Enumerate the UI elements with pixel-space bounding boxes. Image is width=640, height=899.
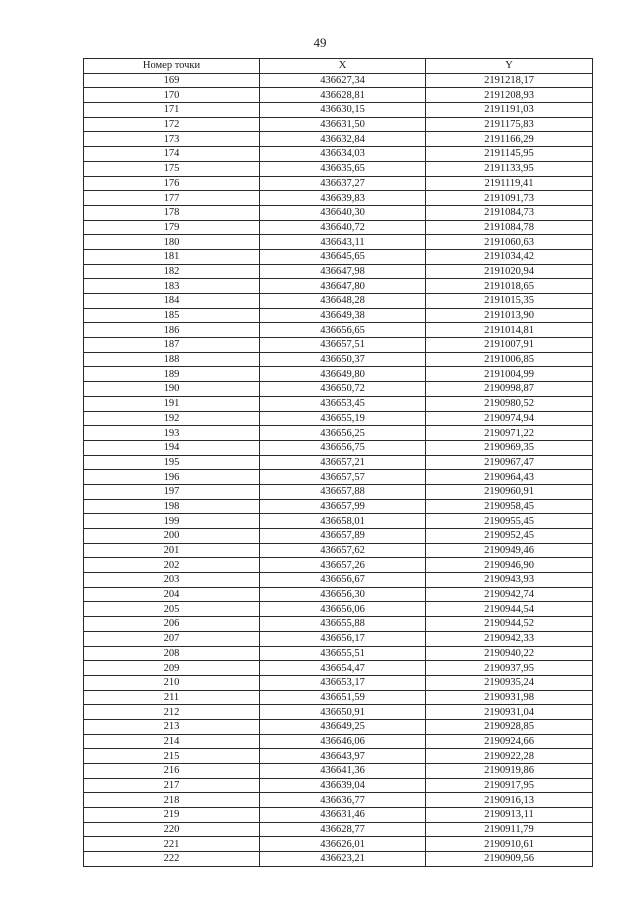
- y-coordinate-cell: 2190909,56: [426, 852, 593, 867]
- x-coordinate-cell: 436656,25: [260, 426, 426, 441]
- x-coordinate-cell: 436656,75: [260, 440, 426, 455]
- table-row: [84, 161, 593, 176]
- y-coordinate-cell: 2190942,33: [426, 631, 593, 646]
- y-coordinate-cell: 2190935,24: [426, 675, 593, 690]
- y-coordinate-cell: 2190974,94: [426, 411, 593, 426]
- table-row: [84, 705, 593, 720]
- x-coordinate-cell: 436626,01: [260, 837, 426, 852]
- x-coordinate-cell: 436658,01: [260, 514, 426, 529]
- point-number-cell: 186: [84, 323, 260, 338]
- x-coordinate-cell: 436630,15: [260, 103, 426, 118]
- y-coordinate-cell: 2190955,45: [426, 514, 593, 529]
- table-row: [84, 558, 593, 573]
- y-coordinate-cell: 2191007,91: [426, 338, 593, 353]
- x-coordinate-cell: 436646,06: [260, 734, 426, 749]
- point-number-cell: 203: [84, 573, 260, 588]
- table-row: [84, 631, 593, 646]
- y-coordinate-cell: 2191060,63: [426, 235, 593, 250]
- table-row: [84, 470, 593, 485]
- point-number-cell: 202: [84, 558, 260, 573]
- point-number-cell: 209: [84, 661, 260, 676]
- y-coordinate-cell: 2191084,78: [426, 220, 593, 235]
- table-header-row: [84, 59, 593, 74]
- x-coordinate-cell: 436640,30: [260, 205, 426, 220]
- table-row: [84, 382, 593, 397]
- table-row: [84, 587, 593, 602]
- x-coordinate-cell: 436645,65: [260, 249, 426, 264]
- table-row: [84, 778, 593, 793]
- table-row: [84, 294, 593, 309]
- y-coordinate-cell: 2191133,95: [426, 161, 593, 176]
- table-row: [84, 499, 593, 514]
- page-number: 49: [313, 35, 327, 50]
- x-coordinate-cell: 436649,38: [260, 308, 426, 323]
- point-number-cell: 221: [84, 837, 260, 852]
- y-coordinate-cell: 2191208,93: [426, 88, 593, 103]
- table-row: [84, 734, 593, 749]
- x-coordinate-cell: 436657,99: [260, 499, 426, 514]
- table-row: [84, 764, 593, 779]
- y-coordinate-cell: 2190949,46: [426, 543, 593, 558]
- x-coordinate-cell: 436623,21: [260, 852, 426, 867]
- point-number-cell: 180: [84, 235, 260, 250]
- x-coordinate-cell: 436657,21: [260, 455, 426, 470]
- y-coordinate-cell: 2191034,42: [426, 249, 593, 264]
- y-coordinate-cell: 2190937,95: [426, 661, 593, 676]
- x-coordinate-cell: 436656,65: [260, 323, 426, 338]
- point-number-cell: 188: [84, 352, 260, 367]
- x-coordinate-cell: 436656,06: [260, 602, 426, 617]
- x-coordinate-cell: 436647,80: [260, 279, 426, 294]
- point-number-cell: 191: [84, 396, 260, 411]
- point-number-cell: 183: [84, 279, 260, 294]
- table-row: [84, 235, 593, 250]
- point-number-cell: 170: [84, 88, 260, 103]
- point-number-cell: 178: [84, 205, 260, 220]
- x-coordinate-cell: 436657,57: [260, 470, 426, 485]
- table-row: [84, 249, 593, 264]
- point-number-cell: 214: [84, 734, 260, 749]
- point-number-cell: 190: [84, 382, 260, 397]
- x-coordinate-cell: 436654,47: [260, 661, 426, 676]
- coordinates-table: [83, 58, 593, 867]
- y-coordinate-cell: 2190940,22: [426, 646, 593, 661]
- table-row: [84, 132, 593, 147]
- x-coordinate-cell: 436649,25: [260, 719, 426, 734]
- x-coordinate-cell: 436651,59: [260, 690, 426, 705]
- point-number-cell: 216: [84, 764, 260, 779]
- y-coordinate-cell: 2190931,98: [426, 690, 593, 705]
- column-header-point-number: Номер точки: [84, 59, 260, 74]
- table-row: [84, 73, 593, 88]
- point-number-cell: 220: [84, 822, 260, 837]
- x-coordinate-cell: 436657,88: [260, 484, 426, 499]
- y-coordinate-cell: 2191006,85: [426, 352, 593, 367]
- y-coordinate-cell: 2191119,41: [426, 176, 593, 191]
- y-coordinate-cell: 2190960,91: [426, 484, 593, 499]
- point-number-cell: 172: [84, 117, 260, 132]
- y-coordinate-cell: 2191218,17: [426, 73, 593, 88]
- x-coordinate-cell: 436649,80: [260, 367, 426, 382]
- column-header-y: Y: [426, 59, 593, 74]
- x-coordinate-cell: 436634,03: [260, 147, 426, 162]
- table-row: [84, 396, 593, 411]
- x-coordinate-cell: 436643,11: [260, 235, 426, 250]
- table-row: [84, 323, 593, 338]
- table-row: [84, 455, 593, 470]
- y-coordinate-cell: 2191015,35: [426, 294, 593, 309]
- x-coordinate-cell: 436631,50: [260, 117, 426, 132]
- table-row: [84, 367, 593, 382]
- table-row: [84, 793, 593, 808]
- x-coordinate-cell: 436656,17: [260, 631, 426, 646]
- x-coordinate-cell: 436639,83: [260, 191, 426, 206]
- table-row: [84, 808, 593, 823]
- x-coordinate-cell: 436648,28: [260, 294, 426, 309]
- table-row: [84, 440, 593, 455]
- x-coordinate-cell: 436628,77: [260, 822, 426, 837]
- point-number-cell: 206: [84, 617, 260, 632]
- y-coordinate-cell: 2191013,90: [426, 308, 593, 323]
- point-number-cell: 200: [84, 529, 260, 544]
- point-number-cell: 181: [84, 249, 260, 264]
- x-coordinate-cell: 436632,84: [260, 132, 426, 147]
- point-number-cell: 218: [84, 793, 260, 808]
- x-coordinate-cell: 436657,62: [260, 543, 426, 558]
- y-coordinate-cell: 2191191,03: [426, 103, 593, 118]
- y-coordinate-cell: 2190946,90: [426, 558, 593, 573]
- point-number-cell: 213: [84, 719, 260, 734]
- y-coordinate-cell: 2190943,93: [426, 573, 593, 588]
- point-number-cell: 179: [84, 220, 260, 235]
- x-coordinate-cell: 436637,27: [260, 176, 426, 191]
- table-row: [84, 837, 593, 852]
- point-number-cell: 174: [84, 147, 260, 162]
- point-number-cell: 208: [84, 646, 260, 661]
- table-row: [84, 675, 593, 690]
- x-coordinate-cell: 436650,72: [260, 382, 426, 397]
- table-row: [84, 191, 593, 206]
- table-row: [84, 852, 593, 867]
- point-number-cell: 192: [84, 411, 260, 426]
- y-coordinate-cell: 2190911,79: [426, 822, 593, 837]
- y-coordinate-cell: 2190913,11: [426, 808, 593, 823]
- table-row: [84, 88, 593, 103]
- point-number-cell: 184: [84, 294, 260, 309]
- x-coordinate-cell: 436657,26: [260, 558, 426, 573]
- y-coordinate-cell: 2191175,83: [426, 117, 593, 132]
- point-number-cell: 187: [84, 338, 260, 353]
- point-number-cell: 193: [84, 426, 260, 441]
- point-number-cell: 215: [84, 749, 260, 764]
- table-row: [84, 220, 593, 235]
- x-coordinate-cell: 436655,51: [260, 646, 426, 661]
- y-coordinate-cell: 2190944,54: [426, 602, 593, 617]
- point-number-cell: 204: [84, 587, 260, 602]
- point-number-cell: 182: [84, 264, 260, 279]
- point-number-cell: 201: [84, 543, 260, 558]
- point-number-cell: 169: [84, 73, 260, 88]
- x-coordinate-cell: 436639,04: [260, 778, 426, 793]
- y-coordinate-cell: 2190922,28: [426, 749, 593, 764]
- table-row: [84, 117, 593, 132]
- x-coordinate-cell: 436635,65: [260, 161, 426, 176]
- x-coordinate-cell: 436627,34: [260, 73, 426, 88]
- y-coordinate-cell: 2190942,74: [426, 587, 593, 602]
- table-row: [84, 573, 593, 588]
- y-coordinate-cell: 2190967,47: [426, 455, 593, 470]
- x-coordinate-cell: 436655,19: [260, 411, 426, 426]
- point-number-cell: 185: [84, 308, 260, 323]
- point-number-cell: 222: [84, 852, 260, 867]
- x-coordinate-cell: 436631,46: [260, 808, 426, 823]
- point-number-cell: 194: [84, 440, 260, 455]
- point-number-cell: 171: [84, 103, 260, 118]
- x-coordinate-cell: 436643,97: [260, 749, 426, 764]
- point-number-cell: 198: [84, 499, 260, 514]
- y-coordinate-cell: 2191018,65: [426, 279, 593, 294]
- table-row: [84, 176, 593, 191]
- y-coordinate-cell: 2190958,45: [426, 499, 593, 514]
- table-row: [84, 308, 593, 323]
- y-coordinate-cell: 2190928,85: [426, 719, 593, 734]
- point-number-cell: 217: [84, 778, 260, 793]
- table-row: [84, 103, 593, 118]
- table-row: [84, 514, 593, 529]
- table-row: [84, 264, 593, 279]
- point-number-cell: 176: [84, 176, 260, 191]
- table-row: [84, 646, 593, 661]
- table-row: [84, 205, 593, 220]
- table-row: [84, 352, 593, 367]
- table-row: [84, 661, 593, 676]
- x-coordinate-cell: 436657,51: [260, 338, 426, 353]
- table-row: [84, 529, 593, 544]
- y-coordinate-cell: 2190916,13: [426, 793, 593, 808]
- table-row: [84, 602, 593, 617]
- x-coordinate-cell: 436653,45: [260, 396, 426, 411]
- table-row: [84, 411, 593, 426]
- y-coordinate-cell: 2190944,52: [426, 617, 593, 632]
- x-coordinate-cell: 436641,36: [260, 764, 426, 779]
- y-coordinate-cell: 2190931,04: [426, 705, 593, 720]
- point-number-cell: 189: [84, 367, 260, 382]
- point-number-cell: 197: [84, 484, 260, 499]
- y-coordinate-cell: 2190917,95: [426, 778, 593, 793]
- point-number-cell: 199: [84, 514, 260, 529]
- x-coordinate-cell: 436653,17: [260, 675, 426, 690]
- point-number-cell: 211: [84, 690, 260, 705]
- table-row: [84, 147, 593, 162]
- y-coordinate-cell: 2190924,66: [426, 734, 593, 749]
- y-coordinate-cell: 2191091,73: [426, 191, 593, 206]
- point-number-cell: 212: [84, 705, 260, 720]
- y-coordinate-cell: 2190971,22: [426, 426, 593, 441]
- y-coordinate-cell: 2190952,45: [426, 529, 593, 544]
- y-coordinate-cell: 2191084,73: [426, 205, 593, 220]
- y-coordinate-cell: 2191145,95: [426, 147, 593, 162]
- x-coordinate-cell: 436657,89: [260, 529, 426, 544]
- x-coordinate-cell: 436650,37: [260, 352, 426, 367]
- x-coordinate-cell: 436628,81: [260, 88, 426, 103]
- y-coordinate-cell: 2190964,43: [426, 470, 593, 485]
- point-number-cell: 196: [84, 470, 260, 485]
- y-coordinate-cell: 2191020,94: [426, 264, 593, 279]
- x-coordinate-cell: 436656,30: [260, 587, 426, 602]
- x-coordinate-cell: 436640,72: [260, 220, 426, 235]
- y-coordinate-cell: 2191166,29: [426, 132, 593, 147]
- table-row: [84, 543, 593, 558]
- table-row: [84, 749, 593, 764]
- table-row: [84, 426, 593, 441]
- table-row: [84, 822, 593, 837]
- y-coordinate-cell: 2191014,81: [426, 323, 593, 338]
- y-coordinate-cell: 2190910,61: [426, 837, 593, 852]
- table-row: [84, 719, 593, 734]
- y-coordinate-cell: 2190998,87: [426, 382, 593, 397]
- point-number-cell: 207: [84, 631, 260, 646]
- table-row: [84, 338, 593, 353]
- y-coordinate-cell: 2190969,35: [426, 440, 593, 455]
- column-header-x: X: [260, 59, 426, 74]
- table-body: [84, 73, 593, 866]
- x-coordinate-cell: 436656,67: [260, 573, 426, 588]
- point-number-cell: 175: [84, 161, 260, 176]
- point-number-cell: 219: [84, 808, 260, 823]
- table-row: [84, 617, 593, 632]
- x-coordinate-cell: 436650,91: [260, 705, 426, 720]
- y-coordinate-cell: 2190919,86: [426, 764, 593, 779]
- y-coordinate-cell: 2191004,99: [426, 367, 593, 382]
- point-number-cell: 177: [84, 191, 260, 206]
- table-row: [84, 690, 593, 705]
- table-row: [84, 279, 593, 294]
- x-coordinate-cell: 436636,77: [260, 793, 426, 808]
- point-number-cell: 195: [84, 455, 260, 470]
- x-coordinate-cell: 436647,98: [260, 264, 426, 279]
- point-number-cell: 173: [84, 132, 260, 147]
- point-number-cell: 210: [84, 675, 260, 690]
- x-coordinate-cell: 436655,88: [260, 617, 426, 632]
- table-row: [84, 484, 593, 499]
- y-coordinate-cell: 2190980,52: [426, 396, 593, 411]
- point-number-cell: 205: [84, 602, 260, 617]
